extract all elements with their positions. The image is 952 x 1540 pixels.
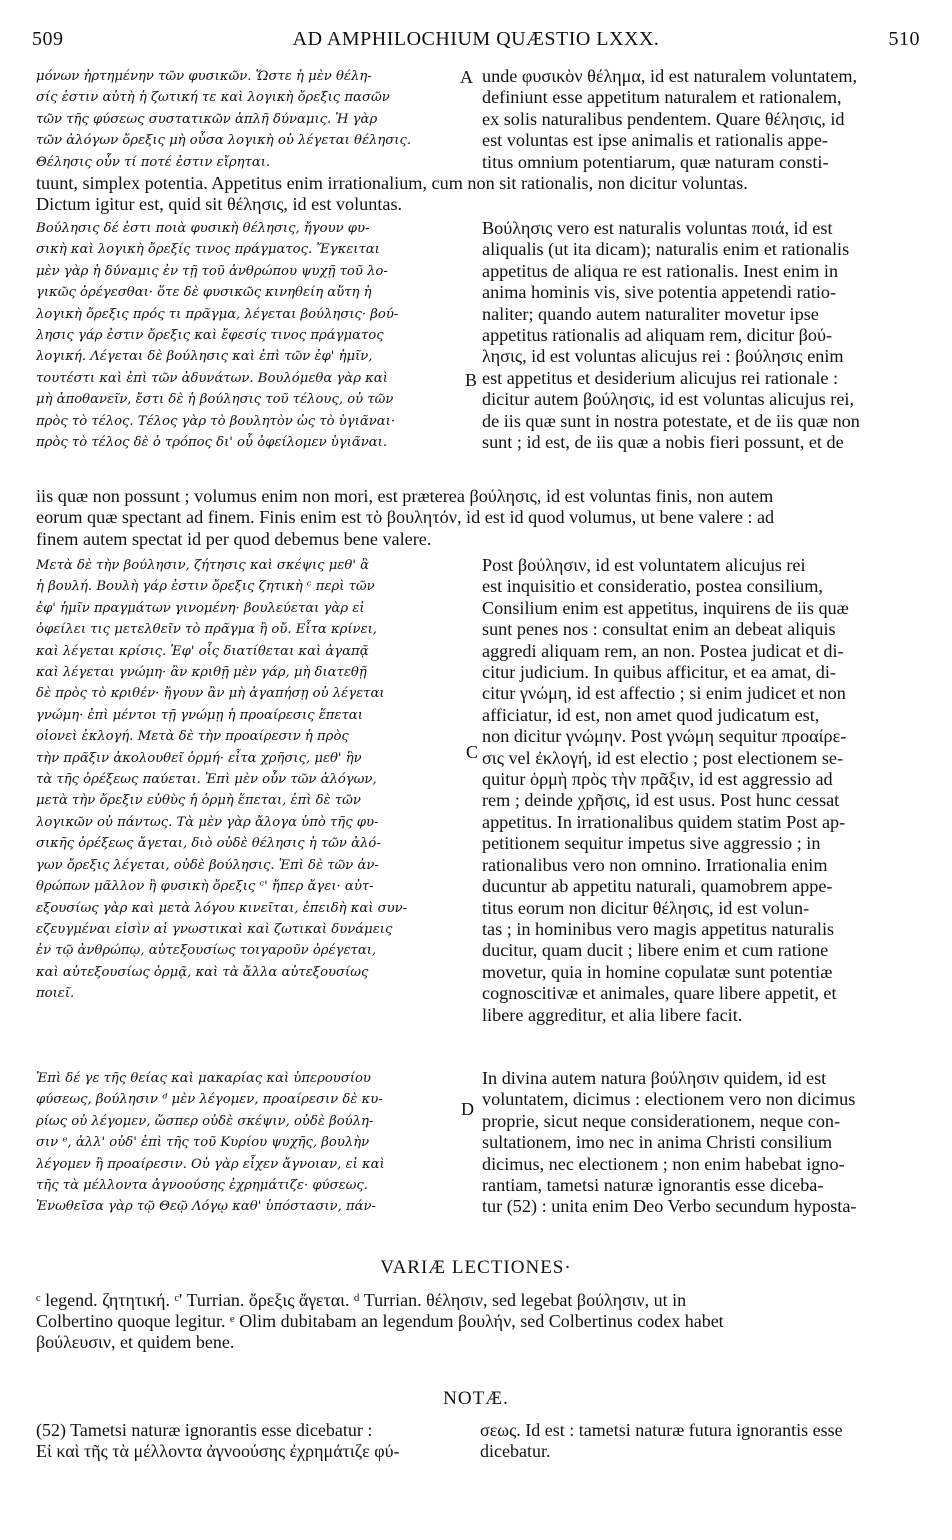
text-line: εζευγμέναι εἰσὶν αἱ γνωστικαὶ καὶ ζωτικαὶ δυνάμεις bbox=[36, 921, 393, 937]
margin-letter-c: C bbox=[466, 742, 479, 762]
text-line: citur γνώμη, id est affectio ; si enim judicet et non bbox=[482, 683, 846, 704]
text-line: σικὴ καὶ λογικὴ ὄρεξίς τινος πράγματος. Ἔγκειται bbox=[36, 242, 380, 258]
text-line: ρίως οὐ λέγομεν, ὥσπερ οὐδὲ σκέψιν, οὐδὲ βούλη- bbox=[36, 1113, 374, 1129]
text-line: σιν ᵉ, ἀλλ' οὐδ' ἐπὶ τῆς τοῦ Κυρίου ψυχῆς, βουλὴν bbox=[36, 1135, 370, 1151]
text-line: anima hominis vis, sive potentia appetendi ratio- bbox=[482, 282, 837, 303]
text-line: appetitus. In irrationalibus quidem statim Post ap- bbox=[482, 811, 846, 832]
text-line: θρώπων μᾶλλον ἢ φυσικὴ ὄρεξις ᶜ' ἤπερ ἄγει· αὐτ- bbox=[36, 879, 374, 895]
greek-column bbox=[36, 218, 476, 453]
text-line: Post βούλησιν, id est voluntatem alicujus rei bbox=[482, 555, 806, 575]
text-line: μὴ ἀποθανεῖν, ἔστι δὲ ἡ βούλησις τοῦ τέλους, οὐ τῶν bbox=[36, 392, 394, 408]
text-line: ducitur, quam ducit ; libere enim et cum ratione bbox=[482, 940, 829, 961]
text-line: γικῶς ὀρέγεσθαι· ὅτε δὲ φυσικῶς κινηθείη αὕτη ἡ bbox=[36, 285, 372, 301]
text-line: τουτέστι καὶ ἐπὶ τῶν ἀδυνάτων. Βουλόμεθα γὰρ καὶ bbox=[36, 370, 388, 386]
greek-column bbox=[36, 555, 479, 1005]
text-line: ἐφ' ἡμῖν πραγμάτων γινομένη· βουλεύεται γὰρ εἰ bbox=[36, 600, 365, 616]
paragraph-block-4 bbox=[36, 1068, 916, 1220]
text-line: In divina autem natura βούλησιν quidem, id est bbox=[482, 1068, 827, 1088]
text-line: τῶν τῆς φύσεως συστατικῶν ἁπλῆ δύναμις. Ἡ γὰρ bbox=[36, 111, 378, 127]
text-line: finem autem spectat id per quod debemus bene valere. bbox=[36, 528, 432, 549]
notae-title: NOTÆ. bbox=[443, 1388, 509, 1409]
text-line: rationalibus vero non omnino. Irrationalia enim bbox=[482, 854, 828, 875]
note-52-right bbox=[480, 1420, 916, 1462]
text-line: εξουσίως γὰρ καὶ μετὰ λόγου κινεῖται, ἐπειδὴ καὶ συν- bbox=[36, 900, 408, 916]
text-line: libere aggreditur, et alia libere facit. bbox=[482, 1004, 743, 1025]
text-line: dicebatur. bbox=[480, 1441, 551, 1461]
text-line: σίς ἐστιν αὐτὴ ἡ ζωτική τε καὶ λογικὴ ὄρεξις πασῶν bbox=[36, 90, 390, 106]
text-line: Θέλησις οὖν τί ποτέ ἐστιν εἴρηται. bbox=[36, 154, 271, 170]
text-line: tur (52) : unita enim Deo Verbo secundum hyposta- bbox=[482, 1196, 857, 1217]
latin-column bbox=[482, 555, 916, 1026]
text-line: σεως. Id est : tametsi naturæ futura ignorantis esse bbox=[480, 1420, 843, 1440]
text-line: λησις, id est voluntas alicujus rei : βούλησις enim bbox=[482, 346, 844, 367]
greek-column bbox=[36, 1068, 476, 1218]
full-width-text-1 bbox=[36, 173, 916, 216]
text-line: μόνων ἠρτημένην τῶν φυσικῶν. Ὥστε ἡ μὲν θέλη- bbox=[36, 69, 372, 84]
paragraph-block-1 bbox=[36, 66, 916, 176]
text-line: καὶ λέγεται γνώμη· ἂν κριθῇ μὲν γάρ, μὴ διατεθῇ bbox=[36, 665, 367, 681]
running-header bbox=[32, 28, 920, 58]
text-line: σις vel ἐκλογή, id est electio ; post electionem se- bbox=[482, 747, 844, 768]
text-line: iis quæ non possunt ; volumus enim non mori, est præterea βούλησις, id est voluntas finis, non autem bbox=[36, 486, 774, 506]
text-line: proprie, sicut neque considerationem, neque con- bbox=[482, 1110, 841, 1131]
paragraph-block-2 bbox=[36, 218, 916, 458]
text-line: γνώμη· ἐπὶ μέντοι τῇ γνώμῃ ἡ προαίρεσις ἕπεται bbox=[36, 707, 363, 723]
text-line: Dictum igitur est, quid sit θέλησις, id est voluntas. bbox=[36, 194, 403, 215]
text-line: tuunt, simplex potentia. Appetitus enim irrationalium, cum non sit rationalis, non dicitur voluntas. bbox=[36, 173, 748, 193]
text-line: σικῆς ὀρέξεως ἄγεται, διὸ οὐδὲ θέλησις ἡ τῶν ἀλό- bbox=[36, 836, 381, 852]
text-line: movetur, quia in homine copulatæ sunt potentiæ bbox=[482, 961, 833, 982]
text-line: appetitus de aliqua re est rationalis. Inest enim in bbox=[482, 260, 839, 281]
text-line: appetitus rationalis ad aliquam rem, dicitur βού- bbox=[482, 325, 833, 346]
text-line: Ἑνωθεῖσα γὰρ τῷ Θεῷ Λόγῳ καθ' ὑπόστασιν, πάν- bbox=[36, 1199, 377, 1215]
text-line: γων ὄρεξις λέγεται, οὐδὲ βούλησις. Ἐπὶ δὲ τῶν ἀν- bbox=[36, 857, 379, 873]
text-line: sunt penes nos : consultat enim an debeat aliquis bbox=[482, 619, 836, 640]
text-line: rantiam, tametsi naturæ ignorantis esse diceba- bbox=[482, 1175, 824, 1196]
text-line: Ἐπὶ δέ γε τῆς θείας καὶ μακαρίας καὶ ὑπερουσίου bbox=[36, 1071, 371, 1086]
text-line: λογικῶν οὐ πάντως. Τὰ μὲν γὰρ ἄλογα ὑπὸ τῆς φυ- bbox=[36, 814, 379, 830]
text-line: λογικὴ ὄρεξις πρός τι πρᾶγμα, λέγεται βούλησις· βού- bbox=[36, 306, 399, 322]
text-line: cognoscitivæ et animales, quare libere appetit, et bbox=[482, 983, 837, 1004]
text-line: πρὸς τὸ τέλος. Τέλος γὰρ τὸ βουλητὸν ὡς τὸ ὑγιᾶναι· bbox=[36, 413, 396, 429]
text-line: οἱονεὶ ἐκλογή. Μετὰ δὲ τὴν προαίρεσιν ἡ πρὸς bbox=[36, 729, 349, 745]
text-line: δὲ πρὸς τὸ κριθέν· ἤγουν ἂν μὴ ἀγαπήσῃ οὐ λέγεται bbox=[36, 686, 385, 702]
text-line: dicimus, nec electionem ; non enim habebat igno- bbox=[482, 1153, 845, 1174]
text-line: afficiatur, id est, non amet quod judicatum est, bbox=[482, 704, 820, 725]
text-line: aggredi aliquam rem, an non. Postea judicat et di- bbox=[482, 640, 844, 661]
text-line: ex solis naturalibus pendentem. Quare θέλησις, id bbox=[482, 108, 845, 129]
full-width-text-2 bbox=[36, 486, 916, 550]
text-line: μὲν γὰρ ἡ δύναμις ἐν τῇ τοῦ ἀνθρώπου ψυχῇ τοῦ λο- bbox=[36, 263, 388, 279]
text-line: sunt ; id est, de iis quæ a nobis fieri possunt, et de bbox=[482, 432, 844, 453]
latin-column bbox=[482, 218, 916, 453]
text-line: ducuntur ab appetitu naturali, quamobrem appe- bbox=[482, 876, 833, 897]
text-line: voluntatem, dicimus : electionem vero non dicimus bbox=[482, 1089, 856, 1110]
text-line: ἡ βουλή. Βουλὴ γάρ ἐστιν ὄρεξις ζητικὴ ᶜ περὶ τῶν bbox=[36, 579, 375, 595]
text-line: Consilium enim est appetitus, inquirens de iis quæ bbox=[482, 597, 849, 618]
margin-letter-d: D bbox=[461, 1099, 474, 1119]
text-line: dicitur autem βούλησις, id est voluntas alicujus rei, bbox=[482, 389, 854, 410]
text-line: petitionem sequitur impetus sive aggressio ; in bbox=[482, 833, 821, 854]
text-line: titus omnium potentiarum, quæ naturam consti- bbox=[482, 151, 829, 172]
variae-lectiones-title: VARIÆ LECTIONES· bbox=[380, 1257, 572, 1278]
text-line: aliqualis (ut ita dicam); naturalis enim et rationalis bbox=[482, 239, 850, 260]
latin-column bbox=[482, 1068, 916, 1218]
text-line: τὰ τῆς ὀρέξεως παύεται. Ἐπὶ μὲν οὖν τῶν ἀλόγων, bbox=[36, 772, 377, 788]
text-line: μετὰ τὴν ὄρεξιν εὐθὺς ἡ ὁρμὴ ἕπεται, ἐπὶ δὲ τῶν bbox=[36, 793, 361, 809]
text-line: rem ; deinde χρῆσις, id est usus. Post hunc cessat bbox=[482, 790, 840, 811]
text-line: sultationem, imo nec in anima Christi consilium bbox=[482, 1132, 833, 1153]
text-line: ὀφείλει τις μετελθεῖν τὸ πρᾶγμα ἢ οὔ. Εἶτα κρίνει, bbox=[36, 622, 377, 638]
text-line: est voluntas est ipse animalis et rationalis appe- bbox=[482, 130, 828, 151]
text-line: eorum quæ spectant ad finem. Finis enim est τὸ βουλητόν, id est id quod volumus, ut bene valere : ad bbox=[36, 507, 775, 528]
right-page-number: 510 bbox=[888, 28, 920, 50]
left-page-number: 509 bbox=[32, 28, 64, 50]
text-line: φύσεως, βούλησιν ᵈ μὲν λέγομεν, προαίρεσιν δὲ κυ- bbox=[36, 1092, 383, 1108]
text-line: de iis quæ sunt in nostra potestate, et de iis quæ non bbox=[482, 410, 860, 431]
running-title: AD AMPHILOCHIUM QUÆSTIO LXXX. bbox=[292, 28, 660, 50]
margin-letter-b: B bbox=[465, 370, 478, 390]
text-line: citur judicium. In quibus afficitur, et ea amat, di- bbox=[482, 662, 836, 683]
margin-letter-a: A bbox=[460, 67, 473, 87]
text-line: Μετὰ δὲ τὴν βούλησιν, ζήτησις καὶ σκέψις μεθ' ἃ bbox=[36, 558, 370, 573]
text-line: τῶν ἀλόγων ὄρεξις μὴ οὖσα λογικὴ οὐ λέγεται θέλησις. bbox=[36, 133, 412, 149]
text-line: est appetitus et desiderium alicujus rei rationale : bbox=[482, 367, 839, 388]
text-line: definiunt esse appetitum naturalem et rationalem, bbox=[482, 87, 842, 108]
text-line: tas ; in hominibus vero magis appetitus naturalis bbox=[482, 918, 835, 939]
text-line: καὶ λέγεται κρίσις. Ἐφ' οἷς διατίθεται καὶ ἀγαπᾷ bbox=[36, 643, 369, 659]
text-line: naliter; quando autem naturaliter movetur ipse bbox=[482, 303, 819, 324]
text-line: λησις γάρ ἐστιν ὄρεξις καὶ ἔφεσίς τινος πράγματος bbox=[36, 328, 384, 344]
text-line: Βούλησις δέ ἐστι ποιὰ φυσικὴ θέλησις, ἤγουν φυ- bbox=[36, 221, 370, 236]
text-line: Βούλησις vero est naturalis voluntas ποιά, id est bbox=[482, 218, 833, 238]
note-52-left bbox=[36, 1420, 466, 1462]
variae-lectiones-text bbox=[36, 1290, 916, 1353]
text-line: καὶ αὐτεξουσίως ὁρμᾷ, καὶ τὰ ἄλλα αὐτεξουσίως bbox=[36, 964, 369, 980]
text-line: ἐν τῷ ἀνθρώπῳ, αὐτεξουσίως τοιγαροῦν ὀρέγεται, bbox=[36, 943, 377, 959]
text-line: (52) Tametsi naturæ ignorantis esse dicebatur : bbox=[36, 1420, 373, 1440]
text-line: λέγομεν ἢ προαίρεσιν. Οὐ γὰρ εἶχεν ἄγνοιαν, εἰ καὶ bbox=[36, 1156, 385, 1172]
text-line: est inquisitio et consideratio, postea consilium, bbox=[482, 576, 823, 597]
text-line: τῆς τὰ μέλλοντα ἀγνοούσης ἐχρημάτιζε· φύσεως. bbox=[36, 1178, 368, 1194]
greek-column bbox=[36, 66, 476, 173]
text-line: Colbertino quoque legitur. ᵉ Olim dubitabam an legendum βουλήν, sed Colbertinus codex habet bbox=[36, 1311, 724, 1331]
text-line: titus eorum non dicitur θέλησις, id est volun- bbox=[482, 897, 810, 918]
text-line: λογική. Λέγεται δὲ βούλησις καὶ ἐπὶ τῶν ἐφ' ἡμῖν, bbox=[36, 349, 373, 365]
text-line: ποιεῖ. bbox=[36, 986, 75, 1002]
text-line: unde φυσικὸν θέλημα, id est naturalem voluntatem, bbox=[482, 66, 858, 86]
text-line: τὴν πρᾶξιν ἀκολουθεῖ ὁρμή· εἶτα χρῆσις, μεθ' ἣν bbox=[36, 750, 362, 766]
text-line: ᶜ legend. ζητητική. ᶜ' Turrian. ὄρεξις ἄγεται. ᵈ Turrian. θέλησιν, sed legebat βούλησιν, ut in bbox=[36, 1290, 687, 1310]
text-line: quitur ὁρμὴ πρὸς τὴν πρᾶξιν, id est aggressio ad bbox=[482, 769, 833, 790]
text-line: πρὸς τὸ τέλος δὲ ὁ τρόπος δι' οὗ ὀφείλομεν ὑγιᾶναι. bbox=[36, 435, 388, 451]
text-line: βούλευσιν, et quidem bene. bbox=[36, 1332, 235, 1352]
text-line: non dicitur γνώμην. Post γνώμη sequitur προαίρε- bbox=[482, 726, 847, 747]
text-line: Εἰ καὶ τῆς τὰ μέλλοντα ἀγνοούσης ἐχρημάτιζε φύ- bbox=[36, 1441, 400, 1461]
latin-column bbox=[482, 66, 916, 173]
paragraph-block-3 bbox=[36, 555, 916, 1025]
